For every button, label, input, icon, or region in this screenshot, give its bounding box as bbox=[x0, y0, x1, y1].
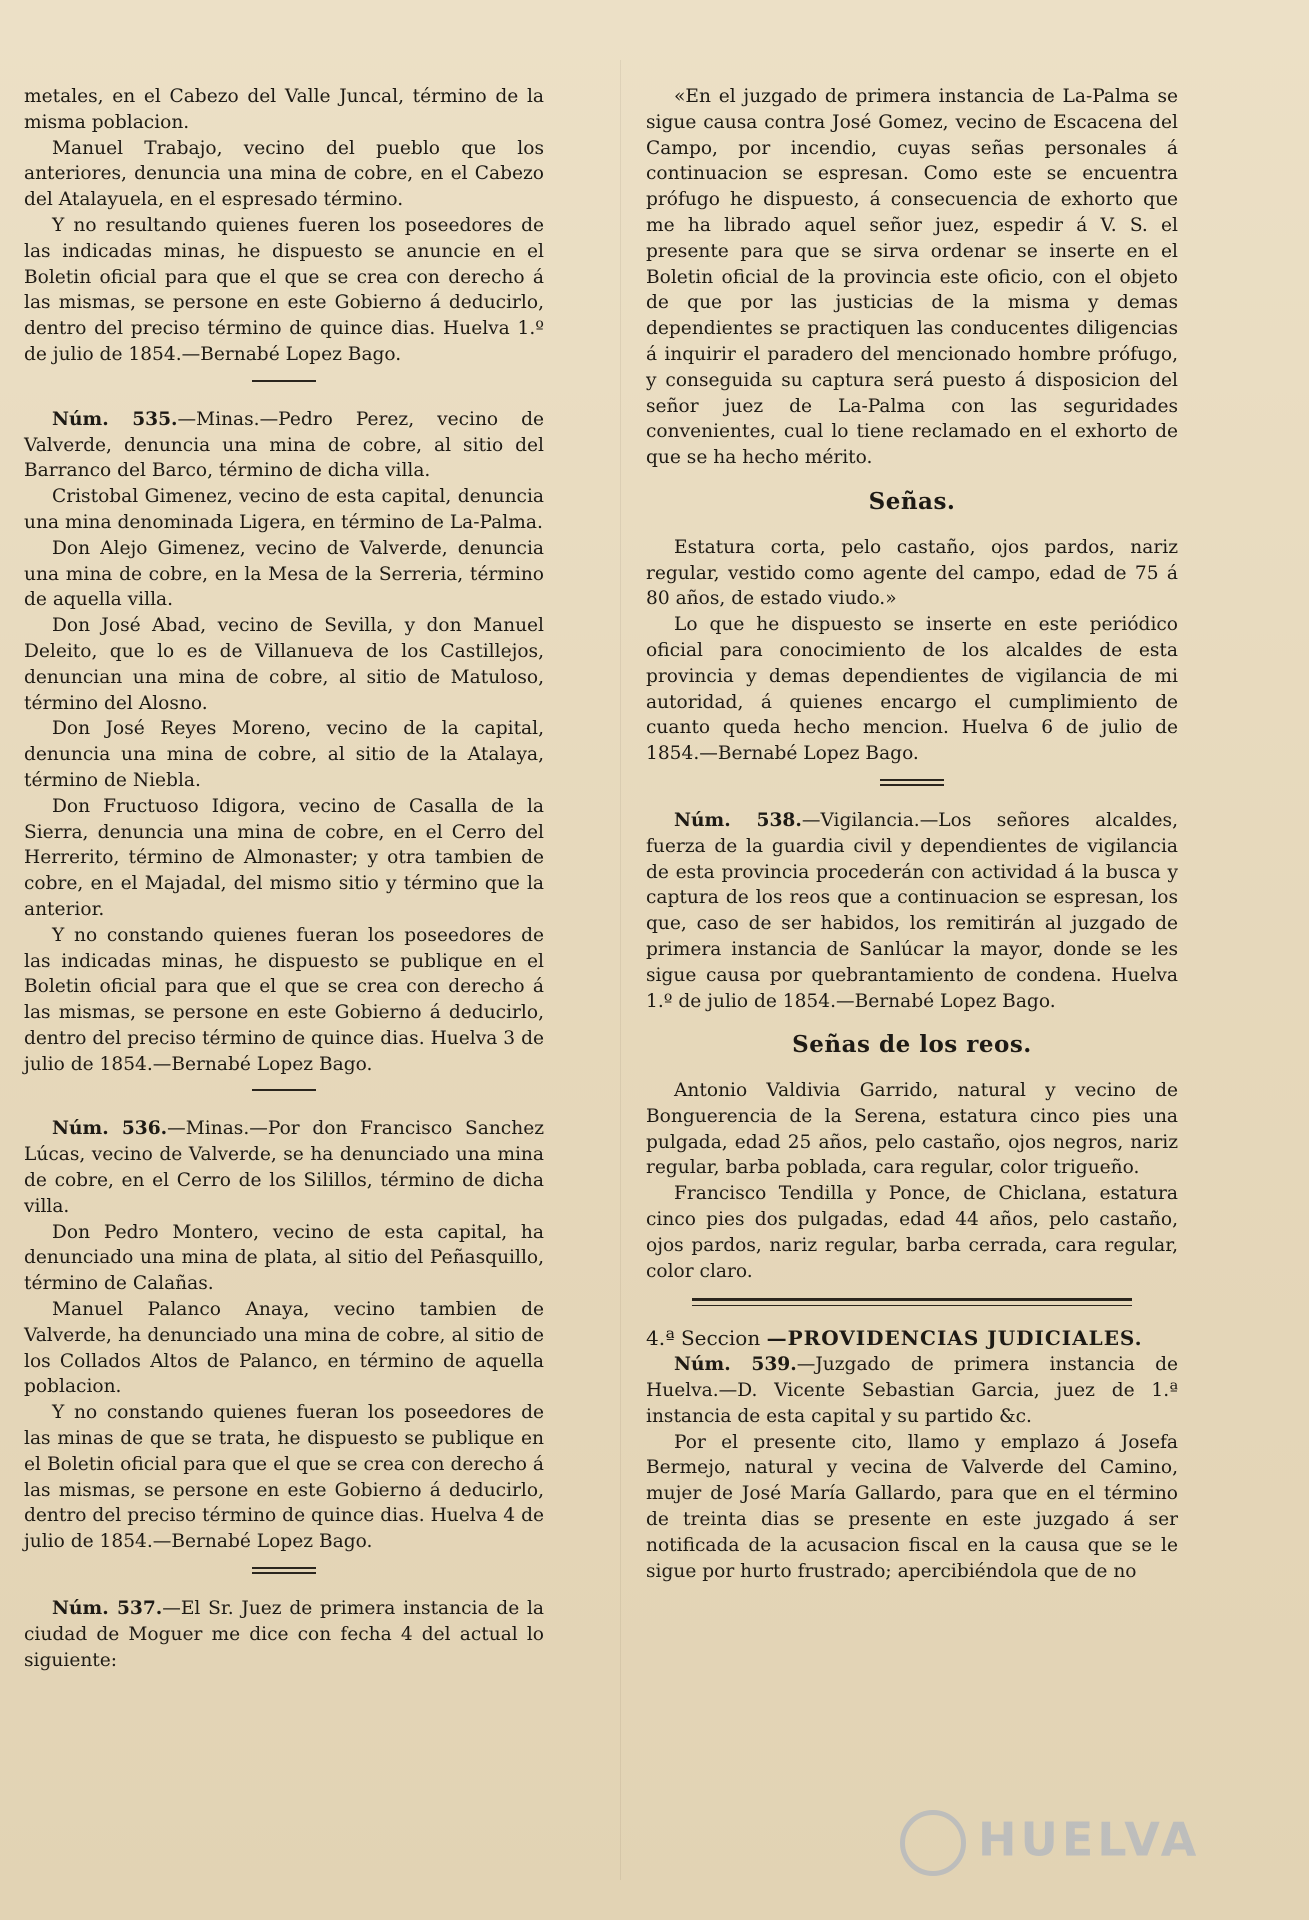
paragraph-closing-3: Y no constando quienes fueran los poseedores de las minas de que se trata, he dispuesto se publique en el Boletin oficial para que el que se crea con derecho á las mismas, se persone en este Gobierno á deducirlo, dentro del preciso término de quince dias. Huelva 4 de julio de 1854.—Bernabé Lopez Bago. bbox=[24, 1402, 544, 1553]
entry-539-text: —Juzgado de primera instancia de Huelva.—D. Vicente Sebastian Garcia, juez de 1.ª instancia de esta capital y su partido &c. bbox=[646, 1354, 1179, 1427]
entry-538-number: Núm. 538. bbox=[674, 809, 802, 831]
section-heading bbox=[646, 1326, 1178, 1352]
section-number: 4.ª Seccion bbox=[646, 1326, 761, 1351]
entry-535-text: —Minas.—Pedro Perez, vecino de Valverde, denuncia una mina de cobre, al sitio del Barranco del Barco, término de dicha villa. bbox=[24, 408, 545, 482]
separator-double-rule bbox=[252, 1567, 316, 1574]
paragraph-palanco: Manuel Palanco Anaya, vecino tambien de Valverde, ha denunciado una mina de cobre, al sitio de los Collados Altos de Palanco, en término de aquella poblacion. bbox=[24, 1299, 544, 1398]
paragraph-cito: Por el presente cito, llamo y emplazo á Josefa Bermejo, natural y vecina de Valverde del Camino, mujer de José María Gallardo, para que en el término de treinta dias se presente en este juzgado á ser notificada de la acusacion fiscal en la causa que se le sigue por hurto frustrado; apercibiéndola que de no bbox=[646, 1431, 1178, 1582]
entry-536-text: —Minas.—Por don Francisco Sanchez Lúcas, vecino de Valverde, se ha denunciado una mina de cobre, en el Cerro de los Silillos, término de dicha villa. bbox=[24, 1118, 545, 1217]
entry-537-number: Núm. 537. bbox=[52, 1598, 163, 1620]
paragraph-closing-2: Y no constando quienes fueran los poseedores de las indicadas minas, he dispuesto se publique en el Boletin oficial para que el que se crea con derecho á las mismas, se persone en este Gobierno á deducirlo, dentro del preciso término de quince dias. Huelva 3 de julio de 1854.—Bernabé Lopez Bago. bbox=[24, 924, 544, 1075]
entry-538-text: —Vigilancia.—Los señores alcaldes, fuerza de la guardia civil y dependientes de vigilancia de esta provincia procederán con actividad á la busca y captura de los reos que a continuacion se espresan, los que, caso de ser habidos, los remitirán al juzgado de primera instancia de Sanlúcar la mayor, donde se les sigue causa por quebrantamiento de condena. Huelva 1.º de julio de 1854.—Bernabé Lopez Bago. bbox=[646, 809, 1179, 1012]
entry-535 bbox=[24, 407, 544, 484]
separator-rule bbox=[252, 380, 316, 385]
paragraph-gimenez-cristobal: Cristobal Gimenez, vecino de esta capital, denuncia una mina denominada Ligera, en término de La-Palma. bbox=[24, 486, 544, 533]
paragraph-closing-1: Y no resultando quienes fueren los poseedores de las indicadas minas, he dispuesto se anuncie en el Boletin oficial para que el que se crea con derecho á las mismas, se persone en este Gobierno á deducirlo, dentro del preciso término de quince dias. Huelva 1.º de julio de 1854.—Bernabé Lopez Bago. bbox=[24, 214, 544, 365]
paragraph-valdivia: Antonio Valdivia Garrido, natural y vecino de Bonguerencia de la Serena, estatura cinco pies una pulgada, edad 25 años, pelo castaño, ojos negros, nariz regular, barba poblada, cara regular, color trigueño. bbox=[646, 1080, 1178, 1179]
paragraph-abad: Don José Abad, vecino de Sevilla, y don Manuel Deleito, que lo es de Villanueva de los Castillejos, denuncian una mina de cobre, al sitio de Matuloso, término del Alosno. bbox=[24, 615, 544, 714]
entry-537 bbox=[24, 1596, 544, 1673]
entry-539-number: Núm. 539. bbox=[674, 1354, 797, 1376]
paragraph-continuation: metales, en el Cabezo del Valle Juncal, término de la misma poblacion. bbox=[24, 86, 544, 133]
paragraph-idigora: Don Fructuoso Idigora, vecino de Casalla de la Sierra, denuncia una mina de cobre, en el Cerro del Herrerito, término de Almonaster; y otra tambien de cobre, en el Majadal, del mismo sitio y término que la anterior. bbox=[24, 795, 544, 920]
paragraph-montero: Don Pedro Montero, vecino de esta capital, ha denunciado una mina de plata, al sitio del Peñasquillo, término de Calañas. bbox=[24, 1221, 544, 1295]
section-title: —PROVIDENCIAS JUDICIALES. bbox=[766, 1326, 1143, 1351]
entry-539 bbox=[646, 1352, 1178, 1429]
paragraph-senas: Estatura corta, pelo castaño, ojos pardos, nariz regular, vestido como agente del campo, edad de 75 á 80 años, de estado viudo.» bbox=[646, 536, 1178, 610]
paragraph-reyes-moreno: Don José Reyes Moreno, vecino de la capital, denuncia una mina de cobre, al sitio de la Atalaya, término de Niebla. bbox=[24, 718, 544, 791]
watermark-logo-icon bbox=[900, 1810, 966, 1876]
separator-rule bbox=[252, 1089, 316, 1094]
paragraph-trabajo: Manuel Trabajo, vecino del pueblo que los anteriores, denuncia una mina de cobre, en el Cabezo del Atalayuela, en el espresado término. bbox=[24, 137, 544, 211]
entry-537-text: —El Sr. Juez de primera instancia de la ciudad de Moguer me dice con fecha 4 del actual lo siguiente: bbox=[24, 1598, 545, 1671]
paragraph-exhorto: «En el juzgado de primera instancia de La-Palma se sigue causa contra José Gomez, vecino de Escacena del Campo, por incendio, cuyas señas personales á continuacion se espresan. Como este se encuentra prófugo he dispuesto, á consecuencia de exhorto que me ha librado aquel señor juez, espedir á V. S. el presente para que se sirva ordenar se inserte en el Boletin oficial de la provincia este oficio, con el objeto de que por las justicias de la misma y demas dependientes se practiquen las conducentes diligencias á inquirir el paradero del mencionado hombre prófugo, y conseguida su captura será puesto á disposicion del señor juez de La-Palma con las seguridades convenientes, cual lo tiene reclamado en el exhorto de que se ha hecho mérito. bbox=[646, 86, 1178, 469]
paragraph-tendilla: Francisco Tendilla y Ponce, de Chiclana, estatura cinco pies dos pulgadas, edad 44 años, pelo castaño, ojos pardos, nariz regular, barba cerrada, cara regular, color claro. bbox=[646, 1183, 1178, 1282]
watermark-text: HUELVA bbox=[978, 1812, 1201, 1867]
entry-538 bbox=[646, 808, 1178, 1014]
separator-double-rule bbox=[880, 779, 944, 786]
entry-536 bbox=[24, 1116, 544, 1219]
archive-watermark bbox=[900, 1810, 1260, 1900]
paragraph-alejo-gimenez: Don Alejo Gimenez, vecino de Valverde, denuncia una mina de cobre, en la Mesa de la Serreria, término de aquella villa. bbox=[24, 537, 544, 611]
section-divider-rule bbox=[692, 1298, 1132, 1306]
heading-senas: Señas. bbox=[868, 487, 956, 515]
paragraph-dispuesto: Lo que he dispuesto se inserte en este periódico oficial para conocimiento de los alcaldes de esta provincia y demas dependientes de vigilancia de mi autoridad, á quienes encargo el cumplimiento de cuanto queda hecho mencion. Huelva 6 de julio de 1854.—Bernabé Lopez Bago. bbox=[646, 614, 1178, 765]
entry-535-number: Núm. 535. bbox=[52, 408, 178, 430]
entry-536-number: Núm. 536. bbox=[52, 1118, 168, 1140]
right-column bbox=[646, 84, 1178, 1584]
heading-senas-reos: Señas de los reos. bbox=[792, 1031, 1032, 1059]
column-gutter bbox=[620, 60, 621, 1880]
left-column bbox=[24, 84, 544, 1673]
